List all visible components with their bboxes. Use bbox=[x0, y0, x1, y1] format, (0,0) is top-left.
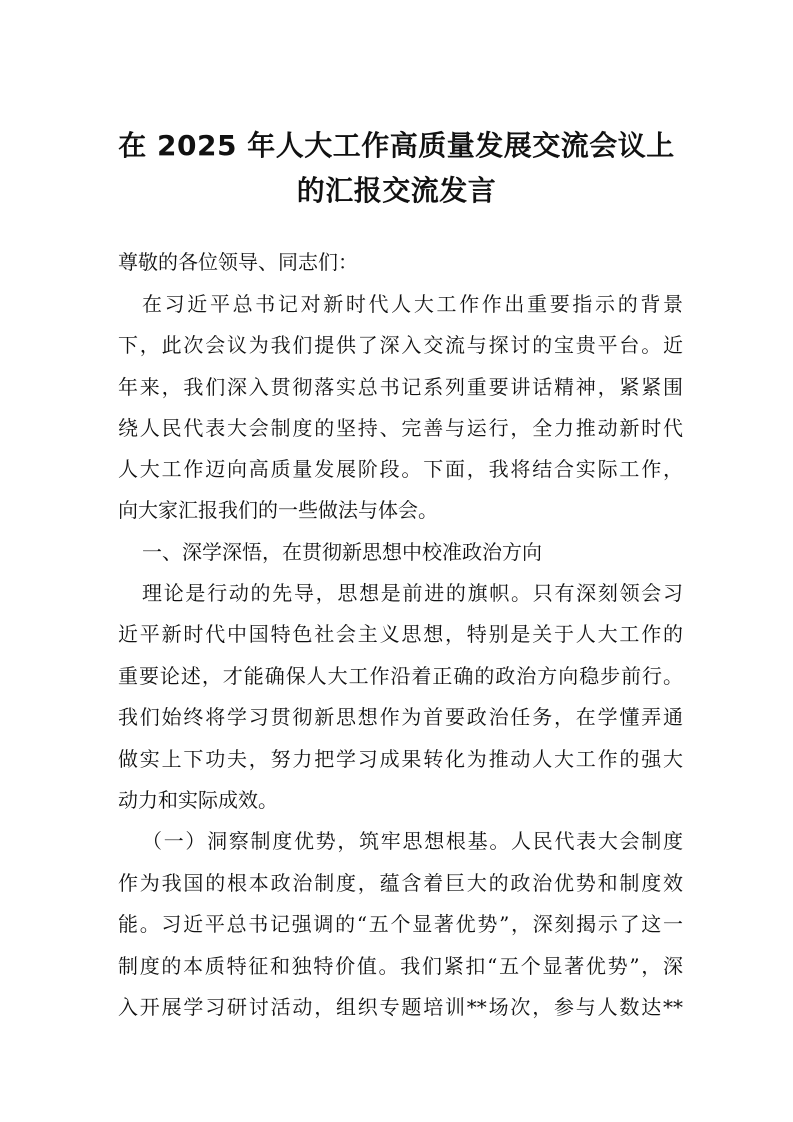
paragraph-line: 绕人民代表大会制度的坚持、完善与运行，全力推动新时代 bbox=[118, 416, 683, 440]
paragraph-line: （一）洞察制度优势，筑牢思想根基。人民代表大会制度 bbox=[142, 829, 683, 853]
paragraph-line: 重要论述，才能确保人大工作沿着正确的政治方向稳步前行。 bbox=[118, 664, 683, 688]
paragraph-line: 近平新时代中国特色社会主义思想，特别是关于人大工作的 bbox=[118, 622, 683, 646]
paragraph-line: 做实上下功夫，努力把学习成果转化为推动人大工作的强大 bbox=[118, 747, 683, 771]
paragraph-line: 下，此次会议为我们提供了深入交流与探讨的宝贵平台。近 bbox=[118, 333, 683, 357]
paragraph-line: 年来，我们深入贯彻落实总书记系列重要讲话精神，紧紧围 bbox=[118, 375, 683, 399]
paragraph-line: 能。习近平总书记强调的“五个显著优势”，深刻揭示了这一 bbox=[118, 912, 683, 936]
paragraph-line: 制度的本质特征和独特价值。我们紧扣“五个显著优势”，深 bbox=[118, 954, 683, 978]
paragraph-line: 人大工作迈向高质量发展阶段。下面，我将结合实际工作， bbox=[118, 457, 683, 481]
document-title-line-2: 的汇报交流发言 bbox=[296, 174, 497, 207]
paragraph-line: 理论是行动的先导，思想是前进的旗帜。只有深刻领会习 bbox=[142, 581, 683, 605]
paragraph-line: 在习近平总书记对新时代人大工作作出重要指示的背景 bbox=[142, 292, 683, 316]
section-heading: 一、深学深悟，在贯彻新思想中校准政治方向 bbox=[142, 540, 542, 564]
paragraph-line: 入开展学习研讨活动，组织专题培训**场次，参与人数达** bbox=[118, 995, 683, 1019]
salutation: 尊敬的各位领导、同志们： bbox=[118, 250, 358, 274]
paragraph-line: 我们始终将学习贯彻新思想作为首要政治任务，在学懂弄通 bbox=[118, 705, 683, 729]
paragraph-line: 向大家汇报我们的一些做法与体会。 bbox=[118, 498, 438, 522]
paragraph-line: 动力和实际成效。 bbox=[118, 788, 278, 812]
paragraph-line: 作为我国的根本政治制度，蕴含着巨大的政治优势和制度效 bbox=[118, 871, 683, 895]
document-title-line-1: 在 2025 年人大工作高质量发展交流会议上 bbox=[118, 129, 675, 162]
